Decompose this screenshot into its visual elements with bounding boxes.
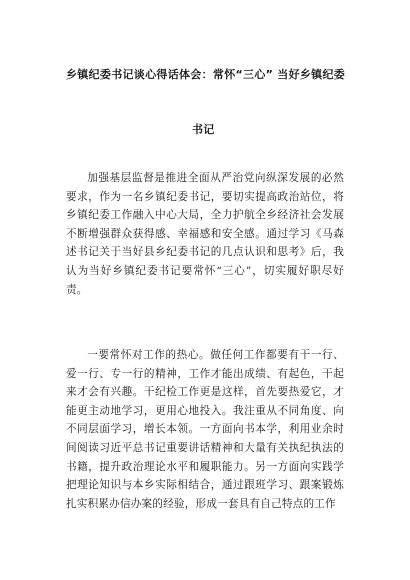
document-title-line-1: 乡镇纪委书记谈心得话体会：常怀“三心” 当好乡镇纪委 — [66, 68, 346, 81]
document-title-line-2: 书记 — [192, 123, 215, 136]
paragraph-2: 一要常怀对工作的热心。做任何工作都要有干一行、爱一行、专一行的精神，工作才能出成绩、有起色，干起来才会有兴趣。干纪检工作更是这样，首先要热爱它，才能更主动地学习，更用心地投入。我注重从不同角度、向不同层面学习，增长本领。一方面向书本学，利用业余时间阅读习近平总书记重要讲话精神和大量有关执纪执法的书籍，提升政治理论水平和履职能力。另一方面向实践学把理论知识与本乡实际相结合，通过跟班学习、跟案锻炼扎实积累办信办案的经验，形成一套具有自己特点的工作 — [66, 349, 344, 510]
paragraph-1: 加强基层监督是推进全面从严治党向纵深发展的必然要求，作为一名乡镇纪委书记，要切实提高政治站位，将乡镇纪委工作融入中心大局，全力护航全乡经济社会发展不断增强群众获得感、幸福感和安全感。通过学习《马森述书记关于当好县乡纪委书记的几点认识和思考》后，我认为当好乡镇纪委书记要常怀“三心”，切实履好职尽好责。 — [66, 172, 344, 296]
